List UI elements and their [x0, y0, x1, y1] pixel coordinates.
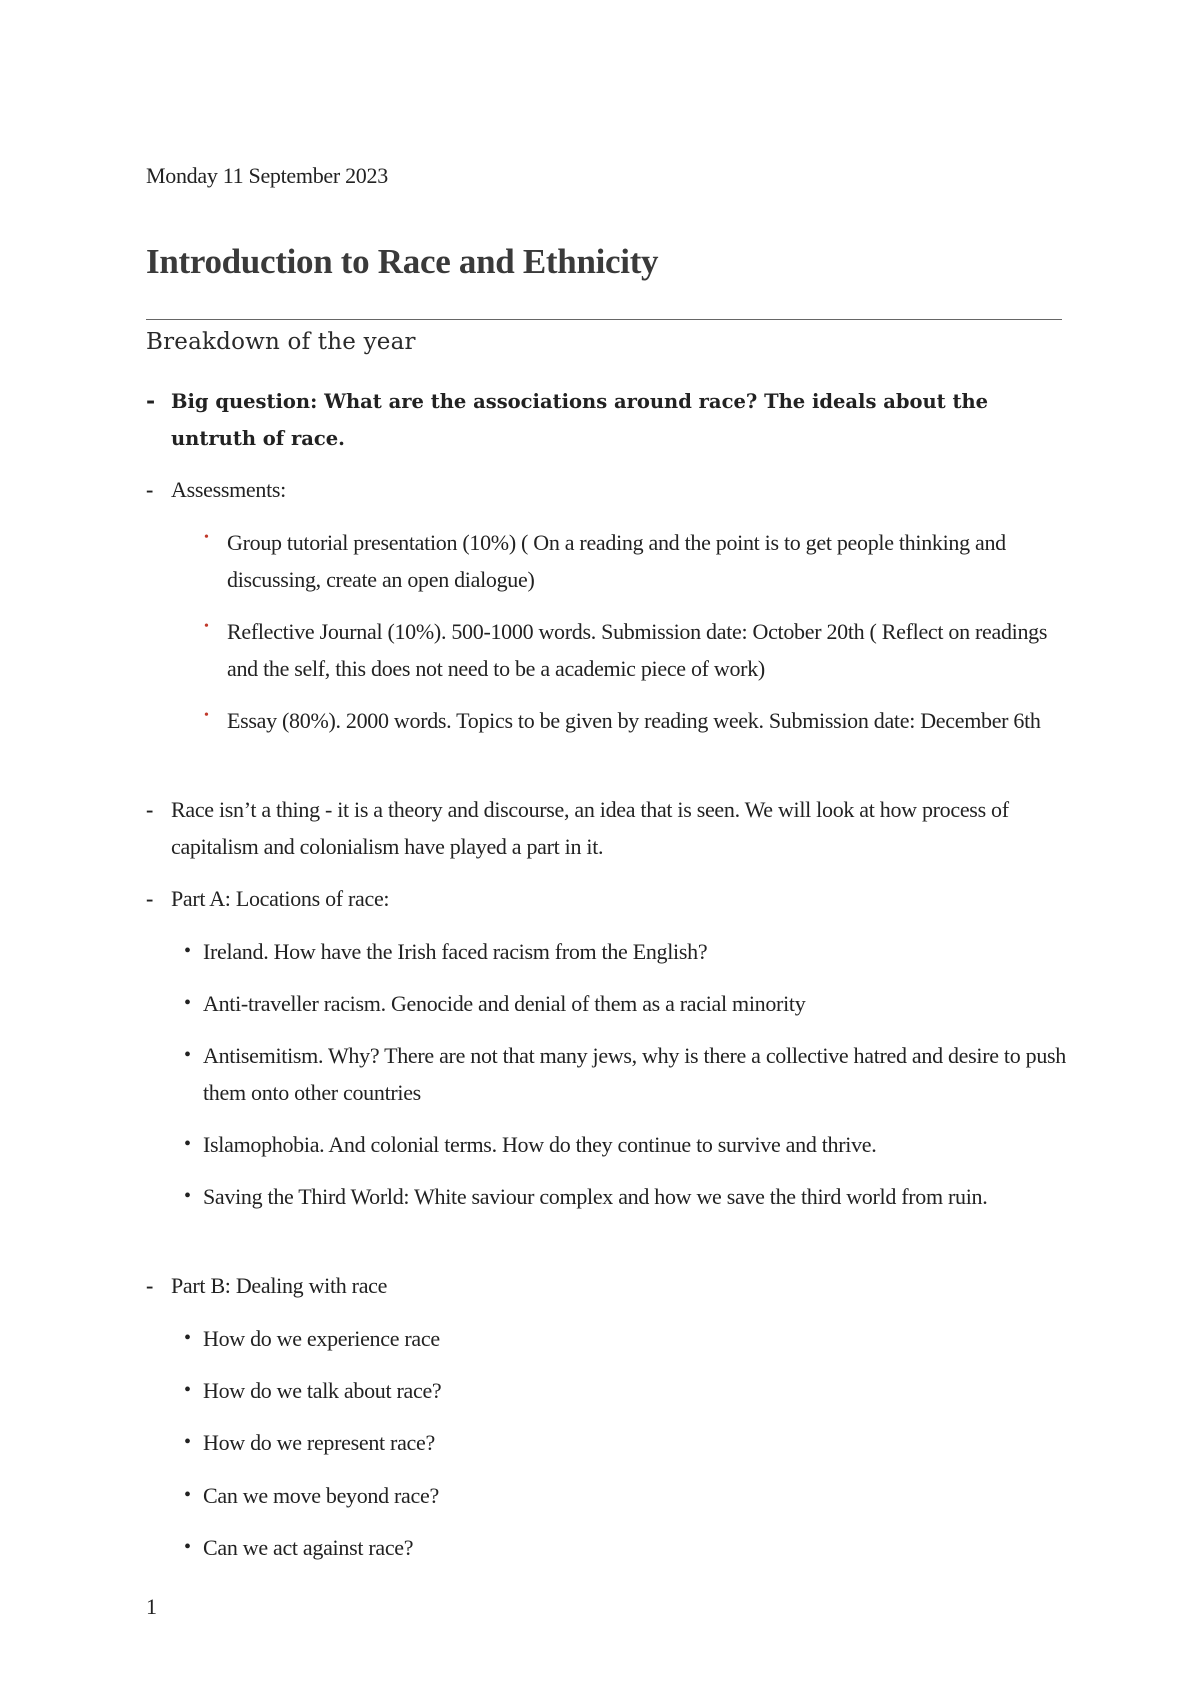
list-item-text: Islamophobia. And colonial terms. How do they continue to survive and thrive.: [203, 1132, 877, 1157]
list-item: [184, 1477, 1071, 1514]
list-item: [184, 1320, 1071, 1357]
dash-bullet-icon: -: [146, 388, 156, 414]
big-question-text: Big question: What are the associations around race? The ideals about the untruth of race.: [171, 390, 989, 450]
assessment-text: Group tutorial presentation (10%) ( On a reading and the point is to get people thinking and discussing, create an open dialogue): [227, 530, 1006, 592]
list-item: [184, 985, 1071, 1022]
bullet-icon: •: [184, 1484, 191, 1506]
list-item-text: Can we move beyond race?: [203, 1483, 439, 1508]
list-item: [184, 933, 1071, 970]
lecture-date: Monday 11 September 2023: [146, 163, 388, 188]
list-item-text: How do we represent race?: [203, 1430, 435, 1455]
part-a-label: Part A: Locations of race:: [171, 886, 390, 911]
list-item: [184, 1424, 1071, 1461]
part-a-item: [146, 880, 1071, 917]
assessment-item: [204, 613, 1072, 687]
dash-bullet-icon: -: [146, 797, 154, 822]
list-item-text: Antisemitism. Why? There are not that many jews, why is there a collective hatred and desire to push them onto other countries: [203, 1043, 1066, 1105]
page-title: Introduction to Race and Ethnicity: [146, 242, 659, 281]
bullet-icon: •: [184, 1431, 191, 1453]
red-bullet-icon: •: [204, 530, 209, 545]
race-note-text: Race isn’t a thing - it is a theory and discourse, an idea that is seen. We will look at how process of capitalism and colonialism have played a part in it.: [171, 797, 1009, 859]
assessment-text: Essay (80%). 2000 words. Topics to be given by reading week. Submission date: December 6th: [227, 708, 1041, 733]
bullet-icon: •: [184, 1185, 191, 1207]
dash-bullet-icon: -: [146, 886, 154, 911]
red-bullet-icon: •: [204, 619, 209, 634]
title-divider: [146, 319, 1062, 320]
list-item: [184, 1372, 1071, 1409]
assessments-item: [146, 471, 1071, 508]
list-item: [184, 1178, 1071, 1215]
assessment-item: [204, 702, 1072, 739]
race-note-item: [146, 791, 1071, 865]
list-item-text: Saving the Third World: White saviour complex and how we save the third world from ruin.: [203, 1184, 988, 1209]
bullet-icon: •: [184, 1044, 191, 1066]
part-b-item: [146, 1267, 1071, 1304]
assessment-item: [204, 524, 1072, 598]
list-item: [184, 1126, 1071, 1163]
list-item: [184, 1529, 1071, 1566]
page-number: 1: [146, 1594, 157, 1619]
list-item-text: Anti-traveller racism. Genocide and denial of them as a racial minority: [203, 991, 806, 1016]
bullet-icon: •: [184, 1327, 191, 1349]
big-question-item: [146, 383, 1071, 457]
red-bullet-icon: •: [204, 708, 209, 723]
assessment-text: Reflective Journal (10%). 500-1000 words. Submission date: October 20th ( Reflect on readings and the self, this does not need to be a academic piece of work): [227, 619, 1048, 681]
bullet-icon: •: [184, 940, 191, 962]
list-item-text: Can we act against race?: [203, 1535, 414, 1560]
part-b-label: Part B: Dealing with race: [171, 1273, 388, 1298]
bullet-icon: •: [184, 992, 191, 1014]
section-heading: Breakdown of the year: [146, 329, 416, 355]
bullet-icon: •: [184, 1133, 191, 1155]
bullet-icon: •: [184, 1379, 191, 1401]
list-item-text: How do we talk about race?: [203, 1378, 442, 1403]
dash-bullet-icon: -: [146, 1273, 154, 1298]
list-item-text: How do we experience race: [203, 1326, 440, 1351]
list-item-text: Ireland. How have the Irish faced racism from the English?: [203, 939, 708, 964]
dash-bullet-icon: -: [146, 477, 154, 502]
list-item: [184, 1037, 1071, 1111]
bullet-icon: •: [184, 1536, 191, 1558]
assessments-label: Assessments:: [171, 477, 286, 502]
